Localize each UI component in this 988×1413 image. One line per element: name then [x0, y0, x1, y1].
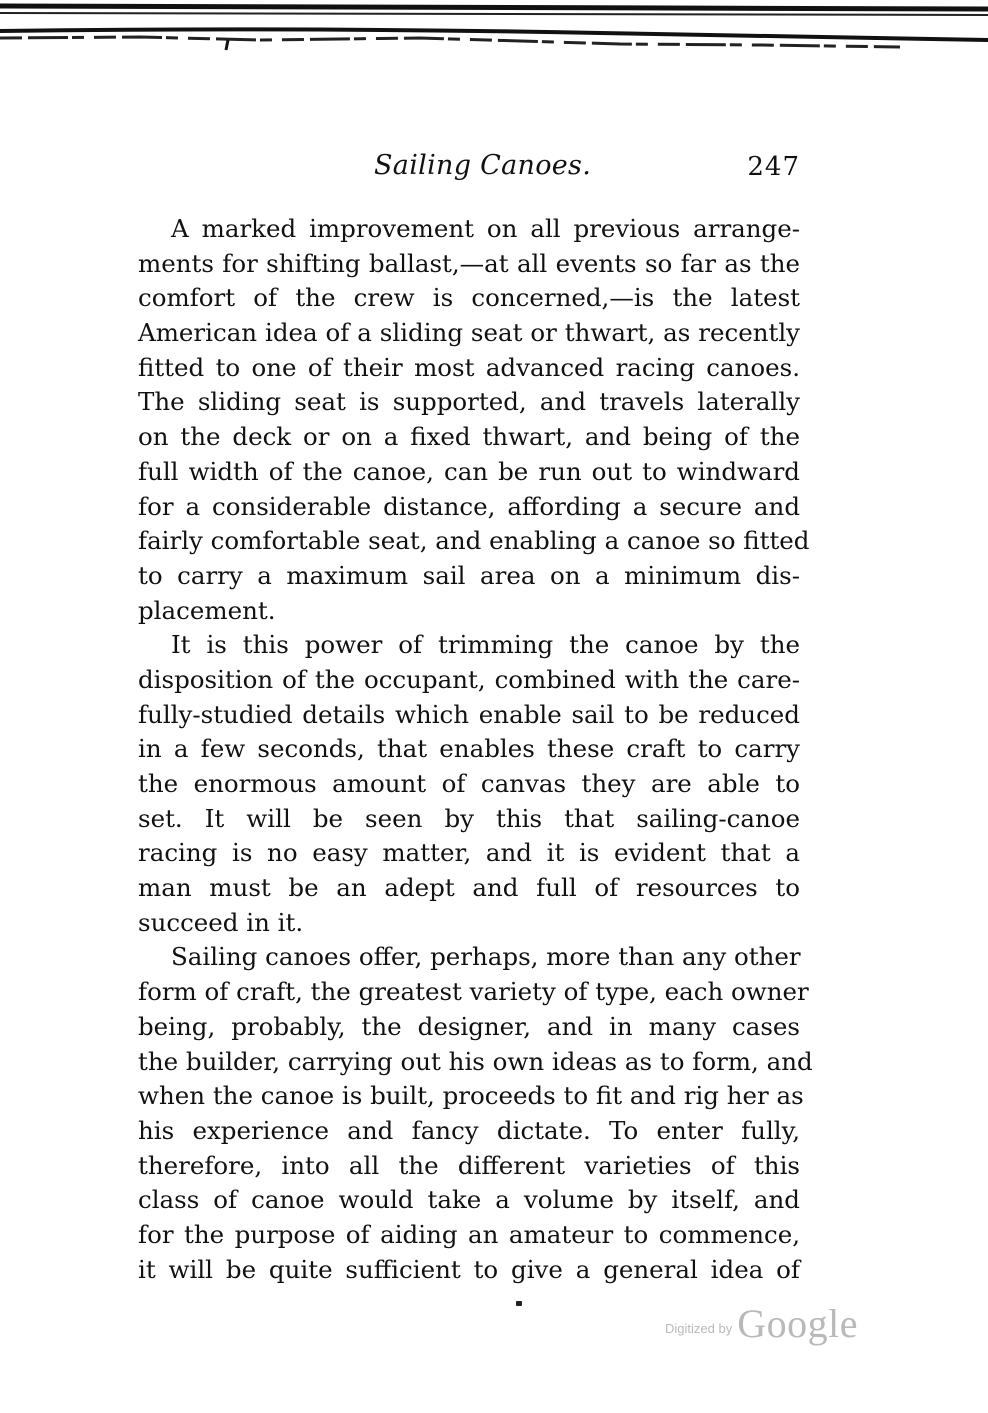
text-line: fairly comfortable seat, and enabling a canoe so fitted — [138, 526, 810, 556]
text-line: his experience and fancy dictate. To enter fully, — [138, 1115, 800, 1145]
text-line: racing is no easy matter, and it is evident that a — [138, 838, 800, 868]
google-logo: Google — [737, 1301, 858, 1346]
text-line: fully-studied details which enable sail to be reduced — [138, 699, 800, 729]
text-line: It is this power of trimming the canoe by the — [171, 630, 800, 660]
running-head — [138, 150, 800, 190]
text-line: The sliding seat is supported, and travels laterally — [138, 387, 800, 417]
digitized-by-watermark — [665, 1300, 858, 1350]
text-line: full width of the canoe, can be run out to windward — [138, 456, 800, 486]
watermark-prefix: Digitized by — [665, 1321, 733, 1336]
text-line: the builder, carrying out his own ideas as to form, and — [138, 1046, 813, 1076]
running-title: Sailing Canoes. — [374, 150, 592, 181]
text-line: it will be quite sufficient to give a general idea of — [138, 1254, 800, 1284]
text-line: therefore, into all the different varieties of this — [138, 1150, 800, 1180]
text-line: comfort of the crew is concerned,—is the latest — [138, 283, 800, 313]
ink-speck — [516, 1301, 522, 1306]
text-line: placement. — [138, 595, 276, 625]
text-line: fitted to one of their most advanced racing canoes. — [138, 352, 800, 382]
text-line: on the deck or on a fixed thwart, and being of the — [138, 422, 800, 452]
text-line: Sailing canoes offer, perhaps, more than any other — [171, 942, 801, 972]
text-line: set. It will be seen by this that sailing-canoe — [138, 803, 800, 833]
text-line: ments for shifting ballast,—at all events so far as the — [138, 248, 800, 278]
text-line: American idea of a sliding seat or thwart, as recently — [138, 318, 800, 348]
text-line: disposition of the occupant, combined with the care- — [138, 664, 800, 694]
text-line: in a few seconds, that enables these craft to carry — [138, 734, 800, 764]
text-line: A marked improvement on all previous arrange- — [171, 214, 800, 243]
body-text — [138, 212, 813, 1287]
text-line: to carry a maximum sail area on a minimum dis- — [138, 560, 800, 590]
text-line: when the canoe is built, proceeds to fit and rig her as — [138, 1081, 804, 1111]
text-line: man must be an adept and full of resources to — [138, 873, 800, 903]
text-line: being, probably, the designer, and in many cases — [138, 1011, 800, 1041]
text-line: class of canoe would take a volume by itself, and — [138, 1185, 800, 1215]
text-line: form of craft, the greatest variety of type, each owner — [138, 977, 809, 1007]
text-line: the enormous amount of canvas they are able to — [138, 769, 800, 798]
text-line: for the purpose of aiding an amateur to commence, — [138, 1219, 800, 1249]
text-line: succeed in it. — [138, 907, 304, 937]
page-number: 247 — [747, 152, 800, 182]
scan-edge-rules — [0, 0, 988, 60]
text-line: for a considerable distance, affording a secure and — [138, 491, 800, 521]
